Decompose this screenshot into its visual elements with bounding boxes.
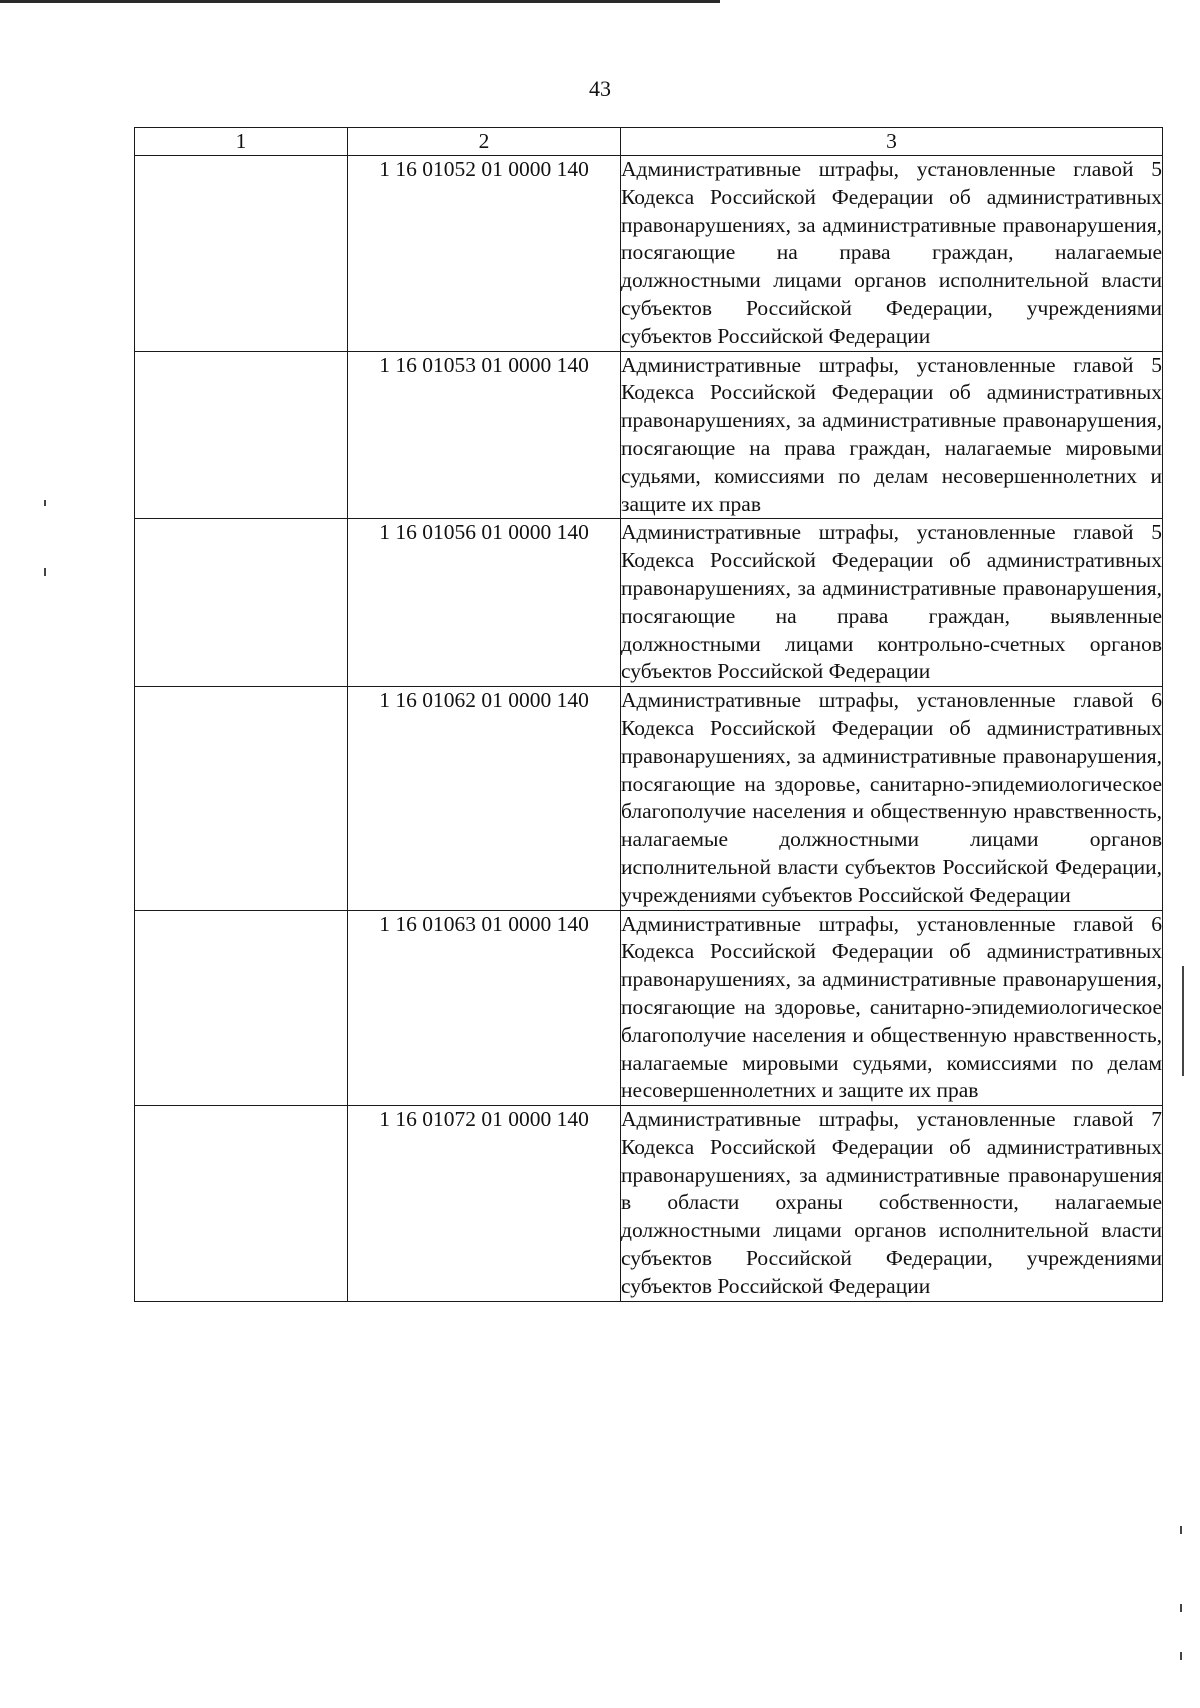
scan-artifact-mark bbox=[44, 568, 46, 576]
scan-edge-line bbox=[0, 0, 720, 3]
description-text: Административные штрафы, установленные главой 7 Кодекса Российской Федерации об административных правонарушениях, за административные правонарушения в области охраны собственности, налагаемые должностными лицами органов исполнительной власти субъектов Российской Федерации, учреждениями субъектов Российской Федерации bbox=[621, 1107, 1162, 1298]
admin-code-cell bbox=[135, 687, 348, 910]
budget-code-cell: 1 16 01052 01 0000 140 bbox=[348, 156, 621, 352]
budget-codes-table bbox=[134, 127, 1163, 1302]
description-text: Административные штрафы, установленные главой 6 Кодекса Российской Федерации об административных правонарушениях, за административные правонарушения, посягающие на здоровье, санитарно-эпидемиологическое благополучие населения и общественную нравственность, налагаемые мировыми судьями, комиссиями по делам несовершеннолетних и защите их прав bbox=[621, 911, 1162, 1103]
scan-artifact-mark bbox=[1180, 1526, 1182, 1534]
table-row bbox=[135, 519, 1163, 687]
scan-artifact-mark bbox=[1182, 966, 1184, 1076]
scan-artifact-mark bbox=[1180, 1604, 1182, 1612]
admin-code-cell bbox=[135, 910, 348, 1106]
scan-artifact-mark bbox=[44, 500, 46, 506]
description-text: Административные штрафы, установленные главой 5 Кодекса Российской Федерации об административных правонарушениях, за административные правонарушения, посягающие на права граждан, налагаемые мировыми судьями, комиссиями по делам несовершеннолетних и защите их прав bbox=[621, 352, 1162, 516]
description-cell bbox=[621, 351, 1163, 519]
admin-code-cell bbox=[135, 156, 348, 352]
description-text: Административные штрафы, установленные главой 5 Кодекса Российской Федерации об административных правонарушениях, за административные правонарушения, посягающие на права граждан, налагаемые должностными лицами органов исполнительной власти субъектов Российской Федерации, учреждениями субъектов Российской Федерации bbox=[621, 157, 1162, 348]
description-text: Административные штрафы, установленные главой 6 Кодекса Российской Федерации об административных правонарушениях, за административные правонарушения, посягающие на здоровье, санитарно-эпидемиологическое благополучие населения и общественную нравственность, налагаемые должностными лицами органов исполнительной власти субъектов Российской Федерации, учреждениями субъектов Российской Федерации bbox=[621, 688, 1162, 907]
page-number: 43 bbox=[589, 76, 611, 101]
budget-code-cell: 1 16 01056 01 0000 140 bbox=[348, 519, 621, 687]
budget-code-cell: 1 16 01072 01 0000 140 bbox=[348, 1106, 621, 1302]
budget-code-cell: 1 16 01053 01 0000 140 bbox=[348, 351, 621, 519]
budget-code-cell: 1 16 01063 01 0000 140 bbox=[348, 910, 621, 1106]
scan-artifact-mark bbox=[1180, 1652, 1182, 1660]
column-header-1: 1 bbox=[135, 128, 348, 156]
admin-code-cell bbox=[135, 519, 348, 687]
column-header-2: 2 bbox=[348, 128, 621, 156]
budget-code-cell: 1 16 01062 01 0000 140 bbox=[348, 687, 621, 910]
description-text: Административные штрафы, установленные главой 5 Кодекса Российской Федерации об административных правонарушениях, за административные правонарушения, посягающие на права граждан, выявленные должностными лицами контрольно-счетных органов субъектов Российской Федерации bbox=[621, 520, 1162, 684]
table-row bbox=[135, 910, 1163, 1106]
table-header-row bbox=[135, 128, 1163, 156]
description-cell bbox=[621, 1106, 1163, 1302]
column-header-3: 3 bbox=[621, 128, 1163, 156]
admin-code-cell bbox=[135, 1106, 348, 1302]
description-cell bbox=[621, 519, 1163, 687]
admin-code-cell bbox=[135, 351, 348, 519]
table-row bbox=[135, 1106, 1163, 1302]
table-row bbox=[135, 687, 1163, 910]
table-row bbox=[135, 156, 1163, 352]
description-cell bbox=[621, 156, 1163, 352]
description-cell bbox=[621, 687, 1163, 910]
description-cell bbox=[621, 910, 1163, 1106]
table-row bbox=[135, 351, 1163, 519]
